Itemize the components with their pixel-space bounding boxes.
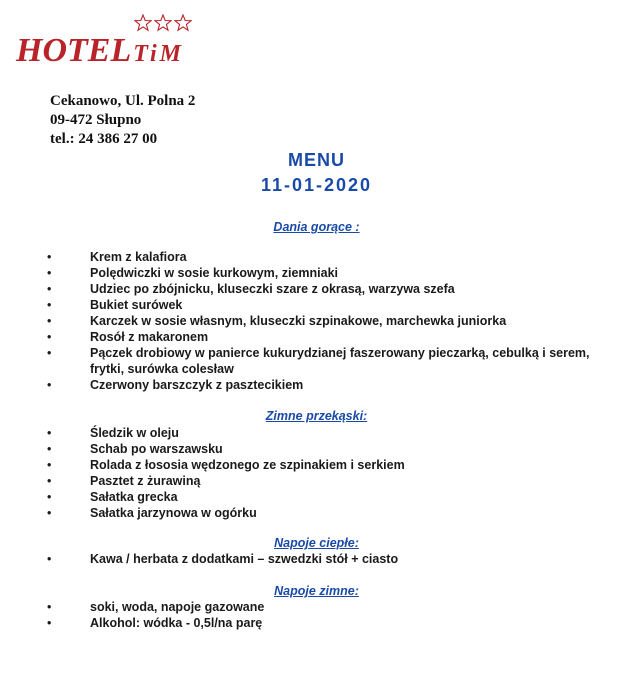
star-icon (154, 14, 172, 32)
list-item: • Pasztet z żurawiną (0, 473, 633, 489)
logo-text (16, 32, 184, 70)
list-item: • Udziec po zbójnicku, kluseczki szare z okrasą, warzywa szefa (0, 281, 633, 297)
list-item: • Czerwony barszczyk z pasztecikiem (0, 377, 633, 393)
hotel-address (50, 92, 195, 149)
section-title-cold-appetizers: Zimne przekąski: (265, 409, 368, 423)
list-item: • Kawa / herbata z dodatkami – szwedzki stół + ciasto (0, 551, 633, 567)
logo-stars (134, 14, 192, 32)
hot-dishes-list (0, 249, 633, 393)
list-item: • Rolada z łososia wędzonego ze szpinakiem i serkiem (0, 457, 633, 473)
cold-drinks-list (0, 599, 633, 631)
list-item: • Karczek w sosie własnym, kluseczki szpinakowe, marchewka juniorka (0, 313, 633, 329)
section-title-hot-dishes: Dania gorące : (273, 220, 360, 234)
logo-hotel: HOTEL (16, 32, 132, 69)
menu-title: MENU (288, 150, 345, 170)
list-item: • Pączek drobiowy w panierce kukurydzianej faszerowany pieczarką, cebulką i serem, frytki, surówka colesław (0, 345, 633, 377)
hotel-logo (16, 14, 206, 74)
cold-appetizers-list (0, 425, 633, 521)
address-phone: tel.: 24 386 27 00 (50, 131, 158, 147)
list-item: • soki, woda, napoje gazowane (0, 599, 633, 615)
address-street: Cekanowo, Ul. Polna 2 (50, 93, 196, 109)
star-icon (174, 14, 192, 32)
star-icon (134, 14, 152, 32)
list-item: • Rosół z makaronem (0, 329, 633, 345)
list-item: • Sałatka grecka (0, 489, 633, 505)
section-title-hot-drinks: Napoje ciepłe: (274, 536, 359, 550)
list-item: • Alkohol: wódka - 0,5l/na parę (0, 615, 633, 631)
hot-drinks-list (0, 551, 633, 567)
list-item: • Schab po warszawsku (0, 441, 633, 457)
section-title-cold-drinks: Napoje zimne: (274, 584, 359, 598)
list-item: • Krem z kalafiora (0, 249, 633, 265)
list-item: • Sałatka jarzynowa w ogórku (0, 505, 633, 521)
list-item: • Polędwiczki w sosie kurkowym, ziemniaki (0, 265, 633, 281)
menu-date: 11-01-2020 (260, 175, 373, 195)
list-item: • Bukiet surówek (0, 297, 633, 313)
address-city: 09-472 Słupno (50, 112, 142, 128)
list-item: • Śledzik w oleju (0, 425, 633, 441)
logo-tim: TiM (133, 41, 184, 67)
